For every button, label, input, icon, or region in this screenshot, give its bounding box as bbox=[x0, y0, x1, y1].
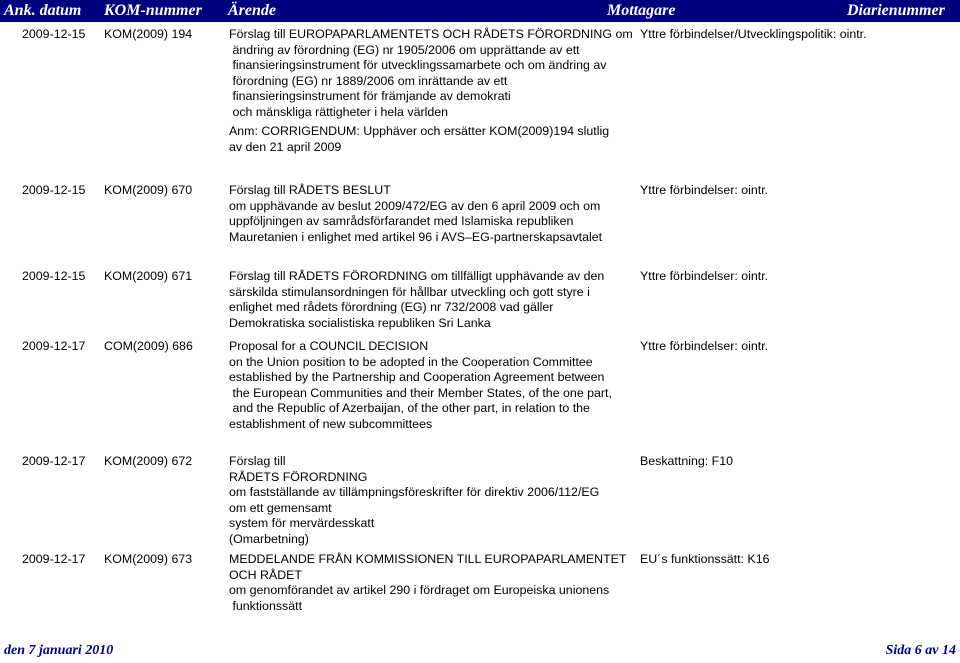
row-number: KOM(2009) 672 bbox=[104, 454, 193, 468]
row-subject: Förslag till RÅDETS BESLUT om upphävande av beslut 2009/472/EG av den 6 april 2009 och om uppföljningen av samrådsförfarandet med Islamiska republiken Mauretanien i enlighet med artikel 96 i AVS–EG-partnerskapsavtalet bbox=[229, 183, 603, 244]
row-subject: Proposal for a COUNCIL DECISION on the Union position to be adopted in the Cooperation Committee established by the Partnership and Cooperation Agreement between the European Communities and their Member States, of the one part, and the Republic of Azerbaijan, of the other part, in relation to the establishment of new subcommittees bbox=[229, 339, 612, 431]
row-subject: Förslag till EUROPAPARLAMENTETS OCH RÅDETS FÖRORDNING om ändring av förordning (EG) nr 1905/2006 om upprättande av ett finansieringsinstrument för utvecklingssamarbete och om ändring av förordning (EG) nr 1889/2006 om inrättande av ett finansieringsinstrument för främjande av demokrati och mänskliga rättigheter i hela världen bbox=[229, 27, 633, 119]
row-number: COM(2009) 686 bbox=[104, 339, 193, 353]
row-recipient: Beskattning: F10 bbox=[640, 454, 733, 468]
row-date: 2009-12-15 bbox=[22, 183, 86, 197]
row-date: 2009-12-17 bbox=[22, 552, 86, 566]
header-diarienummer: Diarienummer bbox=[847, 2, 945, 19]
row-number: KOM(2009) 673 bbox=[104, 552, 193, 566]
header-mottagare: Mottagare bbox=[607, 2, 676, 19]
footer-date: den 7 januari 2010 bbox=[4, 643, 114, 658]
row-subject: Förslag till RÅDETS FÖRORDNING om fastställande av tillämpningsföreskrifter för direktiv 2006/112/EG om ett gemensamt system för mervärdesskatt (Omarbetning) bbox=[229, 454, 600, 546]
row-date: 2009-12-17 bbox=[22, 339, 86, 353]
row-recipient: Yttre förbindelser: ointr. bbox=[640, 339, 769, 353]
row-subject: Förslag till RÅDETS FÖRORDNING om tillfälligt upphävande av den särskilda stimulansordningen för hållbar utveckling och gott styre i enlighet med rådets förordning (EG) nr 732/2008 vad gäller Demokratiska socialistiska republiken Sri Lanka bbox=[229, 269, 605, 330]
row-note: Anm: CORRIGENDUM: Upphäver och ersätter KOM(2009)194 slutlig av den 21 april 2009 bbox=[229, 124, 610, 154]
row-subject: MEDDELANDE FRÅN KOMMISSIONEN TILL EUROPAPARLAMENTET OCH RÅDET om genomförandet av artikel 290 i fördraget om Europeiska unionens funktionssätt bbox=[229, 552, 627, 613]
row-date: 2009-12-17 bbox=[22, 454, 86, 468]
header-arende: Ärende bbox=[228, 2, 276, 19]
row-number: KOM(2009) 671 bbox=[104, 269, 193, 283]
footer-page-number: Sida 6 av 14 bbox=[885, 643, 956, 658]
row-date: 2009-12-15 bbox=[22, 269, 86, 283]
row-recipient: Yttre förbindelser: ointr. bbox=[640, 183, 769, 197]
header-ank-datum: Ank. datum bbox=[4, 2, 82, 19]
header-kom-nummer: KOM-nummer bbox=[104, 2, 202, 19]
row-recipient: Yttre förbindelser/Utvecklingspolitik: ointr. bbox=[640, 27, 867, 41]
row-number: KOM(2009) 194 bbox=[104, 27, 193, 41]
row-date: 2009-12-15 bbox=[22, 27, 86, 41]
table-header bbox=[0, 0, 960, 22]
row-number: KOM(2009) 670 bbox=[104, 183, 193, 197]
row-recipient: EU´s funktionssätt: K16 bbox=[640, 552, 770, 566]
row-recipient: Yttre förbindelser: ointr. bbox=[640, 269, 769, 283]
